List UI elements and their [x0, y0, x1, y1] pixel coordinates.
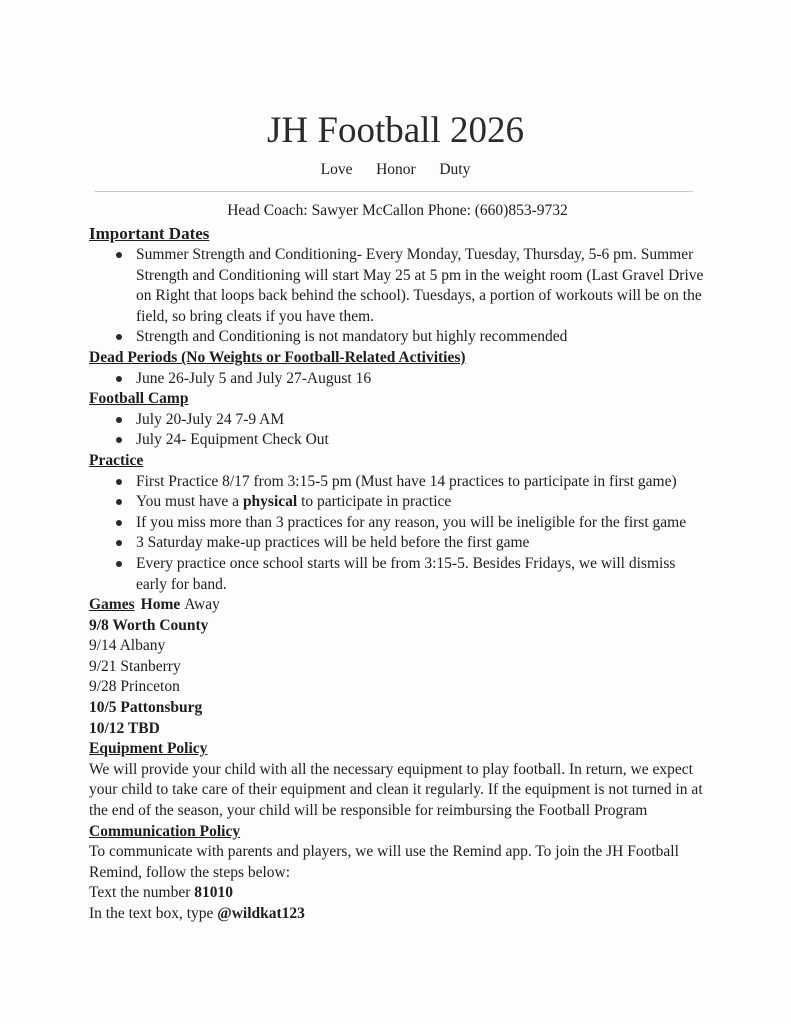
practice-list — [89, 472, 709, 596]
football-camp-heading: Football Camp — [89, 390, 189, 408]
dead-periods-list — [89, 369, 709, 390]
games-home-legend: Home — [140, 596, 181, 614]
document-body — [89, 223, 709, 925]
games-list — [89, 616, 709, 740]
step1-prefix: Text the number — [89, 884, 195, 902]
games-header — [89, 595, 709, 616]
games-heading: Games — [89, 596, 135, 614]
equipment-policy-heading: Equipment Policy — [89, 740, 208, 758]
communication-policy-heading: Communication Policy — [89, 822, 241, 840]
list-item: First Practice 8/17 from 3:15-5 pm (Must have 14 practices to participate in first game) — [136, 472, 709, 493]
remind-number: 81010 — [194, 884, 233, 902]
list-item-physical — [136, 492, 709, 513]
list-item: Strength and Conditioning is not mandatory but highly recommended — [136, 327, 709, 348]
game-away: 9/28 Princeton — [89, 678, 180, 696]
game-home: 10/5 Pattonsburg — [89, 699, 203, 717]
head-coach-line: Head Coach: Sawyer McCallon Phone: (660)853-9732 — [227, 202, 568, 219]
step2-prefix: In the text box, type — [89, 905, 218, 922]
list-item: 3 Saturday make-up practices will be held before the first game — [136, 533, 709, 554]
list-item: July 24- Equipment Check Out — [136, 430, 709, 451]
physical-emphasis: physical — [242, 493, 298, 511]
remind-code: @wildkat123 — [217, 905, 305, 922]
divider — [95, 191, 693, 192]
list-item: Summer Strength and Conditioning- Every Monday, Tuesday, Thursday, 5-6 pm. Summer Strength and Conditioning will start May 25 at 5 pm in the weight room (Last Gravel Drive on Right that loops back behind the school). Tuesdays, a portion of workouts will be on the field, so bring cleats if you have them. — [136, 245, 709, 327]
game-away: 9/21 Stanberry — [89, 657, 181, 675]
motto: Love Honor Duty — [320, 161, 471, 178]
practice-heading: Practice — [89, 451, 144, 469]
remind-step-text-number — [89, 883, 709, 904]
list-item: July 20-July 24 7-9 AM — [136, 410, 709, 431]
important-dates-list — [89, 245, 709, 348]
important-dates-heading: Important Dates — [89, 224, 210, 243]
games-away-legend: Away — [184, 596, 220, 614]
physical-suffix: to participate in practice — [297, 493, 452, 511]
list-item: If you miss more than 3 practices for any reason, you will be ineligible for the first game — [136, 513, 709, 534]
remind-step-type-code — [89, 904, 709, 925]
physical-prefix: You must have a — [136, 493, 243, 511]
list-item: Every practice once school starts will be from 3:15-5. Besides Fridays, we will dismiss early for band. — [136, 554, 709, 595]
list-item: June 26-July 5 and July 27-August 16 — [136, 369, 709, 390]
game-away: 9/14 Albany — [89, 637, 166, 655]
communication-policy-text: To communicate with parents and players, we will use the Remind app. To join the JH Football Remind, follow the steps below: — [89, 843, 679, 881]
game-home: 9/8 Worth County — [89, 616, 209, 634]
document-title: JH Football 2026 — [267, 110, 524, 151]
football-camp-list — [89, 410, 709, 451]
equipment-policy-text: We will provide your child with all the necessary equipment to play football. In return, we expect your child to take care of their equipment and clean it regularly. If the equipment is not turned in at the end of the season, your child will be responsible for reimbursing the Football Program — [89, 760, 703, 820]
game-home: 10/12 TBD — [89, 719, 160, 737]
dead-periods-heading: Dead Periods (No Weights or Football-Related Activities) — [89, 348, 466, 366]
